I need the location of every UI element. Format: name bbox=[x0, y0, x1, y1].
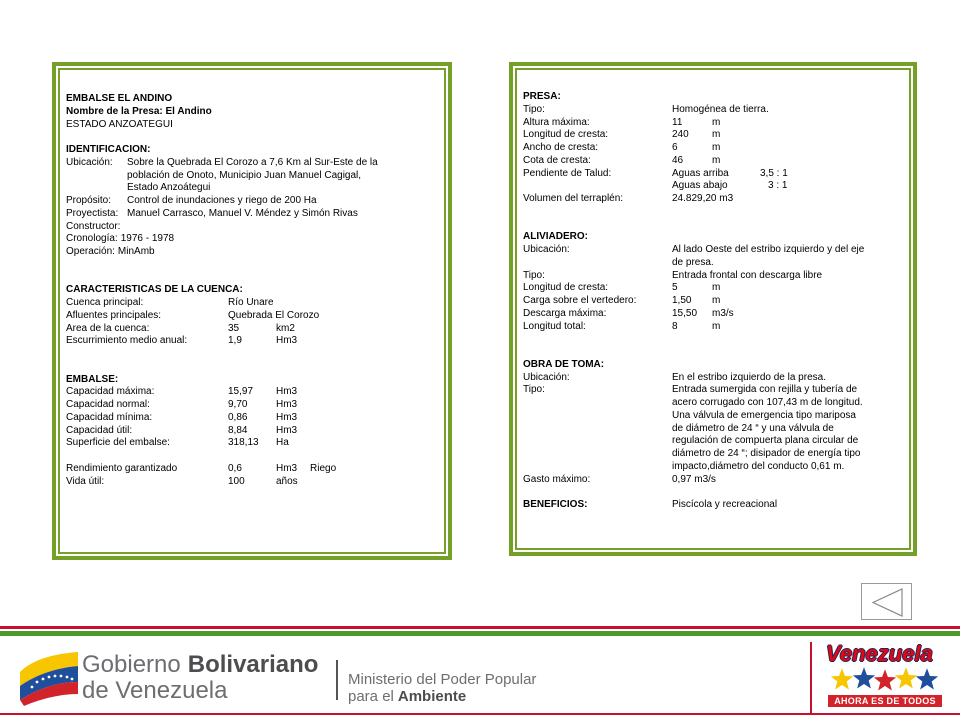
field-value: Piscícola y recreacional bbox=[672, 499, 778, 510]
embalse-row bbox=[66, 412, 442, 425]
section-heading-beneficios: BENEFICIOS: bbox=[523, 499, 588, 510]
field-unit: Hm3 bbox=[276, 386, 298, 398]
gov-logo-word2: Bolivariano bbox=[187, 651, 319, 678]
field-label: Escurrimiento medio anual: bbox=[66, 335, 188, 347]
field-value: 1,9 bbox=[228, 335, 242, 347]
footer-bottom-line bbox=[0, 713, 960, 715]
field-value: 15,50 bbox=[672, 307, 698, 319]
line-spacer bbox=[66, 259, 442, 272]
constructor-row bbox=[66, 221, 442, 234]
presa-row bbox=[523, 155, 909, 168]
field-value: Una válvula de emergencia tipo mariposa bbox=[672, 409, 856, 421]
toma-tipo-row-continued bbox=[523, 448, 909, 461]
field-unit: m bbox=[712, 142, 721, 153]
ministry-line1: Ministerio del Poder Popular bbox=[348, 671, 537, 688]
state-name: ESTADO ANZOATEGUI bbox=[66, 118, 173, 130]
section-heading-embalse: EMBALSE: bbox=[66, 373, 119, 385]
field-label: Ubicación: bbox=[66, 156, 113, 168]
field-unit: años bbox=[276, 475, 298, 487]
section-heading-presa: PRESA: bbox=[523, 91, 561, 102]
ministry-line2-regular: para el bbox=[348, 688, 394, 705]
field-value: 11 bbox=[672, 116, 683, 128]
field-value: 6 bbox=[672, 142, 678, 153]
field-value: 0,97 m3/s bbox=[672, 473, 716, 485]
field-label: Altura máxima: bbox=[523, 116, 590, 128]
field-unit: m bbox=[712, 154, 721, 166]
ubicacion-row bbox=[66, 157, 442, 170]
field-label: Carga sobre el vertedero: bbox=[523, 295, 637, 306]
field-value: Río Unare bbox=[228, 297, 274, 308]
field-value: 46 bbox=[672, 154, 684, 166]
field-value: de presa. bbox=[672, 256, 714, 268]
dam-name: Nombre de la Presa: El Andino bbox=[66, 105, 212, 117]
pendiente-row bbox=[523, 168, 909, 181]
line-spacer bbox=[523, 346, 909, 359]
section-heading-aliviadero: ALIVIADERO: bbox=[523, 231, 588, 243]
field-label: Constructor: bbox=[66, 220, 121, 232]
embalse-row bbox=[66, 425, 442, 438]
field-label: Tipo: bbox=[523, 384, 545, 396]
field-value: impacto,diámetro del conducto 0,61 m. bbox=[672, 460, 845, 472]
field-label: Rendimiento garantizado bbox=[66, 462, 178, 474]
toma-tipo-row bbox=[523, 384, 909, 397]
logo-divider bbox=[336, 660, 338, 700]
cuenca-row bbox=[66, 310, 442, 323]
back-nav-button[interactable] bbox=[861, 583, 912, 620]
field-label: Longitud de cresta: bbox=[523, 129, 609, 141]
ministry-line2 bbox=[348, 688, 568, 705]
field-unit: Hm3 bbox=[276, 411, 298, 423]
beneficios-row bbox=[523, 499, 909, 512]
field-unit: m bbox=[712, 295, 721, 306]
field-label: Gasto máximo: bbox=[523, 473, 591, 485]
gov-logo bbox=[18, 648, 328, 708]
field-value: población de Onoto, Municipio Juan Manuel Cagigal, bbox=[127, 169, 362, 181]
field-label: Descarga máxima: bbox=[523, 307, 607, 319]
field-value: 240 bbox=[672, 129, 689, 141]
field-unit: Hm3 bbox=[276, 335, 298, 347]
toma-tipo-row-continued bbox=[523, 397, 909, 410]
field-label: Propósito: bbox=[66, 195, 112, 206]
line-spacer bbox=[66, 361, 442, 374]
embalse-row bbox=[66, 399, 442, 412]
field-value: En el estribo izquierdo de la presa. bbox=[672, 371, 826, 383]
campaign-logo bbox=[822, 642, 946, 708]
field-unit: m bbox=[712, 129, 721, 141]
reservoir-title: EMBALSE EL ANDINO bbox=[66, 93, 173, 104]
field-label: Tipo: bbox=[523, 269, 545, 281]
toma-tipo-row-continued bbox=[523, 461, 909, 474]
field-label: Afluentes principales: bbox=[66, 309, 162, 321]
volumen-row bbox=[523, 193, 909, 206]
field-unit: Hm3 bbox=[276, 399, 298, 410]
field-unit: m bbox=[712, 116, 721, 128]
proposito-row bbox=[66, 195, 442, 208]
section-heading-identificacion: IDENTIFICACION: bbox=[66, 144, 151, 155]
field-label: Tipo: bbox=[523, 103, 545, 115]
toma-tipo-row-continued bbox=[523, 410, 909, 423]
field-value: Entrada sumergida con rejilla y tubería de bbox=[672, 384, 858, 396]
field-ratio: 3 : 1 bbox=[768, 180, 788, 192]
cronologia-row bbox=[66, 233, 442, 246]
gov-logo-line1 bbox=[82, 652, 318, 678]
footer-divider-red bbox=[810, 642, 812, 713]
field-unit: km2 bbox=[276, 322, 295, 334]
field-unit: Ha bbox=[276, 437, 289, 449]
field-label: Pendiente de Talud: bbox=[523, 167, 612, 179]
field-value: regulación de compuerta plana circular de bbox=[672, 435, 859, 447]
ministry-name bbox=[348, 671, 568, 705]
field-value: 0,86 bbox=[228, 411, 248, 423]
cuenca-row bbox=[66, 335, 442, 348]
field-value: diámetro de 24 “; disipador de energía tipo bbox=[672, 448, 861, 459]
line-spacer bbox=[66, 348, 442, 361]
footer-stripe-green bbox=[0, 631, 960, 636]
aliviadero-row bbox=[523, 321, 909, 334]
field-value: Homogénea de tierra. bbox=[672, 103, 769, 115]
field-label: Operación: bbox=[66, 246, 115, 257]
aliviadero-row bbox=[523, 282, 909, 295]
field-label: Area de la cuenca: bbox=[66, 322, 150, 334]
field-label: Cronología: bbox=[66, 233, 118, 245]
star-figures-icon bbox=[822, 665, 946, 695]
left-panel-text bbox=[66, 93, 442, 488]
field-value: Aguas arriba bbox=[672, 167, 729, 179]
campaign-logo-word: Venezuela bbox=[826, 641, 933, 666]
pendiente-row-continued bbox=[523, 180, 909, 193]
field-value: 8 bbox=[672, 320, 678, 332]
field-unit: Hm3 bbox=[276, 424, 298, 436]
field-value: Sobre la Quebrada El Corozo a 7,6 Km al Sur-Este de la bbox=[127, 156, 378, 168]
ministry-line2-bold: Ambiente bbox=[397, 688, 467, 705]
field-value: Manuel Carrasco, Manuel V. Méndez y Simón Rivas bbox=[127, 207, 358, 219]
field-value: acero corrugado con 107,43 m de longitud. bbox=[672, 397, 863, 408]
aliviadero-row bbox=[523, 295, 909, 308]
field-label: Cuenca principal: bbox=[66, 297, 144, 308]
field-value: 9,70 bbox=[228, 399, 248, 410]
field-unit: m3/s bbox=[712, 307, 734, 319]
venezuela-flag-icon bbox=[18, 650, 80, 706]
campaign-logo-tagline: AHORA ES DE TODOS bbox=[828, 695, 942, 707]
field-label: Capacidad mínima: bbox=[66, 411, 153, 423]
field-value: MinAmb bbox=[117, 246, 155, 257]
field-label: Vida útil: bbox=[66, 475, 105, 487]
field-label: Capacidad útil: bbox=[66, 424, 133, 436]
field-value: 15,97 bbox=[228, 386, 254, 398]
cuenca-row bbox=[66, 323, 442, 336]
field-value: 5 bbox=[672, 282, 678, 294]
field-value: de diámetro de 24 “ y una válvula de bbox=[672, 422, 834, 434]
field-label: Ubicación: bbox=[523, 244, 570, 255]
field-ratio: 3,5 : 1 bbox=[760, 167, 788, 179]
proyectista-row bbox=[66, 208, 442, 221]
field-label: Volumen del terraplén: bbox=[523, 193, 624, 204]
field-label: Superficie del embalse: bbox=[66, 437, 170, 449]
field-value: 318,13 bbox=[228, 437, 259, 449]
presa-tipo-row bbox=[523, 104, 909, 117]
presa-row bbox=[523, 142, 909, 155]
field-label: Longitud de cresta: bbox=[523, 282, 609, 294]
field-label: Proyectista: bbox=[66, 207, 119, 219]
field-label: Capacidad normal: bbox=[66, 399, 150, 410]
line-spacer bbox=[66, 272, 442, 285]
footer-stripe-red bbox=[0, 626, 960, 629]
presa-row bbox=[523, 117, 909, 130]
field-unit: Hm3 bbox=[276, 462, 298, 474]
field-label: Capacidad máxima: bbox=[66, 386, 155, 398]
presa-row bbox=[523, 129, 909, 142]
field-value: 8,84 bbox=[228, 424, 248, 436]
line-spacer bbox=[523, 206, 909, 219]
gov-logo-line2: de Venezuela bbox=[82, 677, 228, 704]
field-unit: m bbox=[712, 320, 721, 332]
toma-tipo-row-continued bbox=[523, 435, 909, 448]
field-label: Ubicación: bbox=[523, 371, 570, 383]
toma-ubicacion-row bbox=[523, 372, 909, 385]
field-label: Longitud total: bbox=[523, 320, 586, 332]
cuenca-row bbox=[66, 297, 442, 310]
field-value: 0,6 bbox=[228, 462, 242, 474]
aliviadero-ubicacion-row-continued bbox=[523, 257, 909, 270]
line-spacer bbox=[523, 333, 909, 346]
ubicacion-row-continued bbox=[66, 170, 442, 183]
embalse-row bbox=[66, 437, 442, 450]
field-value: 100 bbox=[228, 475, 245, 487]
operacion-row bbox=[66, 246, 442, 259]
field-label: Cota de cresta: bbox=[523, 154, 591, 166]
toma-tipo-row-continued bbox=[523, 423, 909, 436]
section-heading-cuenca: CARACTERISTICAS DE LA CUENCA: bbox=[66, 284, 243, 296]
field-value: Al lado Oeste del estribo izquierdo y del eje bbox=[672, 244, 865, 255]
field-value: Quebrada El Corozo bbox=[228, 309, 320, 321]
line-spacer bbox=[66, 131, 442, 144]
field-value: Estado Anzoátegui bbox=[127, 182, 211, 194]
vida-util-row bbox=[66, 476, 442, 489]
line-spacer bbox=[523, 219, 909, 232]
aliviadero-tipo-row bbox=[523, 270, 909, 283]
field-value: Entrada frontal con descarga libre bbox=[672, 269, 823, 281]
field-value: 1,50 bbox=[672, 295, 692, 306]
field-use: Riego bbox=[310, 462, 337, 474]
embalse-row bbox=[66, 386, 442, 399]
rendimiento-row bbox=[66, 463, 442, 476]
gasto-row bbox=[523, 474, 909, 487]
right-panel-text bbox=[523, 91, 909, 512]
field-value: 35 bbox=[228, 322, 240, 334]
line-spacer bbox=[523, 486, 909, 499]
aliviadero-ubicacion-row bbox=[523, 244, 909, 257]
gov-logo-word1: Gobierno bbox=[82, 651, 181, 678]
ubicacion-row-continued bbox=[66, 182, 442, 195]
field-value: 1976 - 1978 bbox=[120, 233, 175, 245]
field-unit: m bbox=[712, 282, 721, 294]
triangle-left-icon bbox=[862, 584, 913, 621]
field-value: 24.829,20 m3 bbox=[672, 193, 734, 204]
field-value: Control de inundaciones y riego de 200 Ha bbox=[127, 195, 317, 206]
aliviadero-row bbox=[523, 308, 909, 321]
section-heading-obra-de-toma: OBRA DE TOMA: bbox=[523, 358, 605, 370]
field-value: Aguas abajo bbox=[672, 180, 728, 192]
field-label: Ancho de cresta: bbox=[523, 142, 599, 153]
line-spacer bbox=[66, 450, 442, 463]
